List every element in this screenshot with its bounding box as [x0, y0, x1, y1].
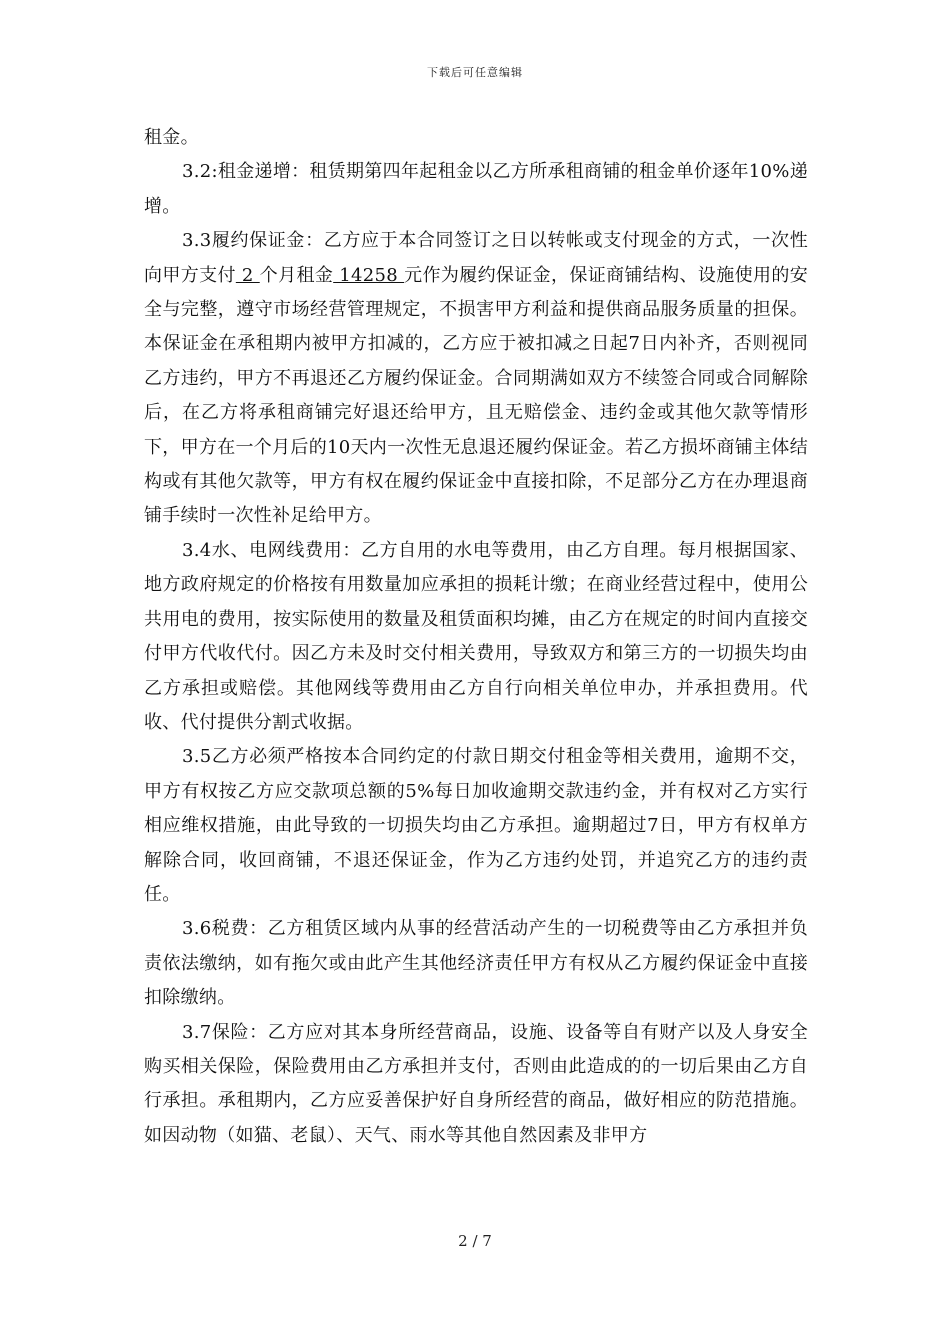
paragraph-rent-continuation: 租金。 — [144, 127, 199, 148]
paragraph-3-2-rent-increase: 3.2:租金递增：租赁期第四年起租金以乙方所承租商铺的租金单价逐年10%递增。 — [144, 161, 808, 217]
paragraph-3-4-utilities: 3.4水、电网线费用：乙方自用的水电等费用，由乙方自理。每月根据国家、地方政府规定的价格按有用数量加应承担的损耗计缴；在商业经营过程中，使用公共用电的费用，按实际使用的数量及租赁面积均摊，由乙方在规定的时间内直接交付甲方代收代付。因乙方未及时交付相关费用，导致双方和第三方的一切损失均由乙方承担或赔偿。其他网线等费用由乙方自行向相关单位申办，并承担费用。代收、代付提供分割式收据。 — [144, 539, 808, 733]
paragraph-3-6-taxes: 3.6税费：乙方租赁区域内从事的经营活动产生的一切税费等由乙方承担并负责依法缴纳，如有拖欠或由此产生其他经济责任甲方有权从乙方履约保证金中直接扣除缴纳。 — [144, 918, 808, 1009]
paragraph-3-3-deposit — [144, 224, 808, 534]
page-number: 2 / 7 — [458, 1232, 492, 1250]
page-header-note: 下载后可任意编辑 — [427, 66, 523, 79]
document-body — [144, 121, 808, 1153]
deposit-months-value: 2 — [235, 264, 260, 286]
deposit-amount-value: 14258 — [333, 264, 405, 286]
paragraph-3-7-insurance: 3.7保险：乙方应对其本身所经营商品，设施、设备等自有财产以及人身安全购买相关保险，保险费用由乙方承担并支付，否则由此造成的的一切后果由乙方自行承担。承租期内，乙方应妥善保护好自身所经营的商品，做好相应的防范措施。如因动物（如猫、老鼠）、天气、雨水等其他自然因素及非甲方 — [144, 1021, 808, 1146]
paragraph-3-5-late-payment: 3.5乙方必须严格按本合同约定的付款日期交付租金等相关费用，逾期不交，甲方有权按乙方应交款项总额的5%每日加收逾期交款违约金，并有权对乙方实行相应维权措施，由此导致的一切损失均由乙方承担。逾期超过7日，甲方有权单方解除合同，收回商铺，不退还保证金，作为乙方违约处罚，并追究乙方的违约责任。 — [144, 746, 808, 905]
deposit-text-after: 元作为履约保证金，保证商铺结构、设施使用的安全与完整，遵守市场经营管理规定，不损害甲方利益和提供商品服务质量的担保。本保证金在承租期内被甲方扣减的，乙方应于被扣减之日起7日内补齐，否则视同乙方违约，甲方不再退还乙方履约保证金。合同期满如双方不续签合同或合同解除后，在乙方将承租商铺完好退还给甲方，且无赔偿金、违约金或其他欠款等情形下，甲方在一个月后的10天内一次性无息退还履约保证金。若乙方损坏商铺主体结构或有其他欠款等，甲方有权在履约保证金中直接扣除，不足部分乙方在办理退商铺手续时一次性补足给甲方。 — [144, 264, 809, 527]
deposit-text-before: 3.3履约保证金：乙方应于本合同签订之日以转帐或支付现金的方式，一次性向甲方支付 — [144, 230, 808, 286]
deposit-text-middle: 个月租金 — [259, 264, 334, 286]
